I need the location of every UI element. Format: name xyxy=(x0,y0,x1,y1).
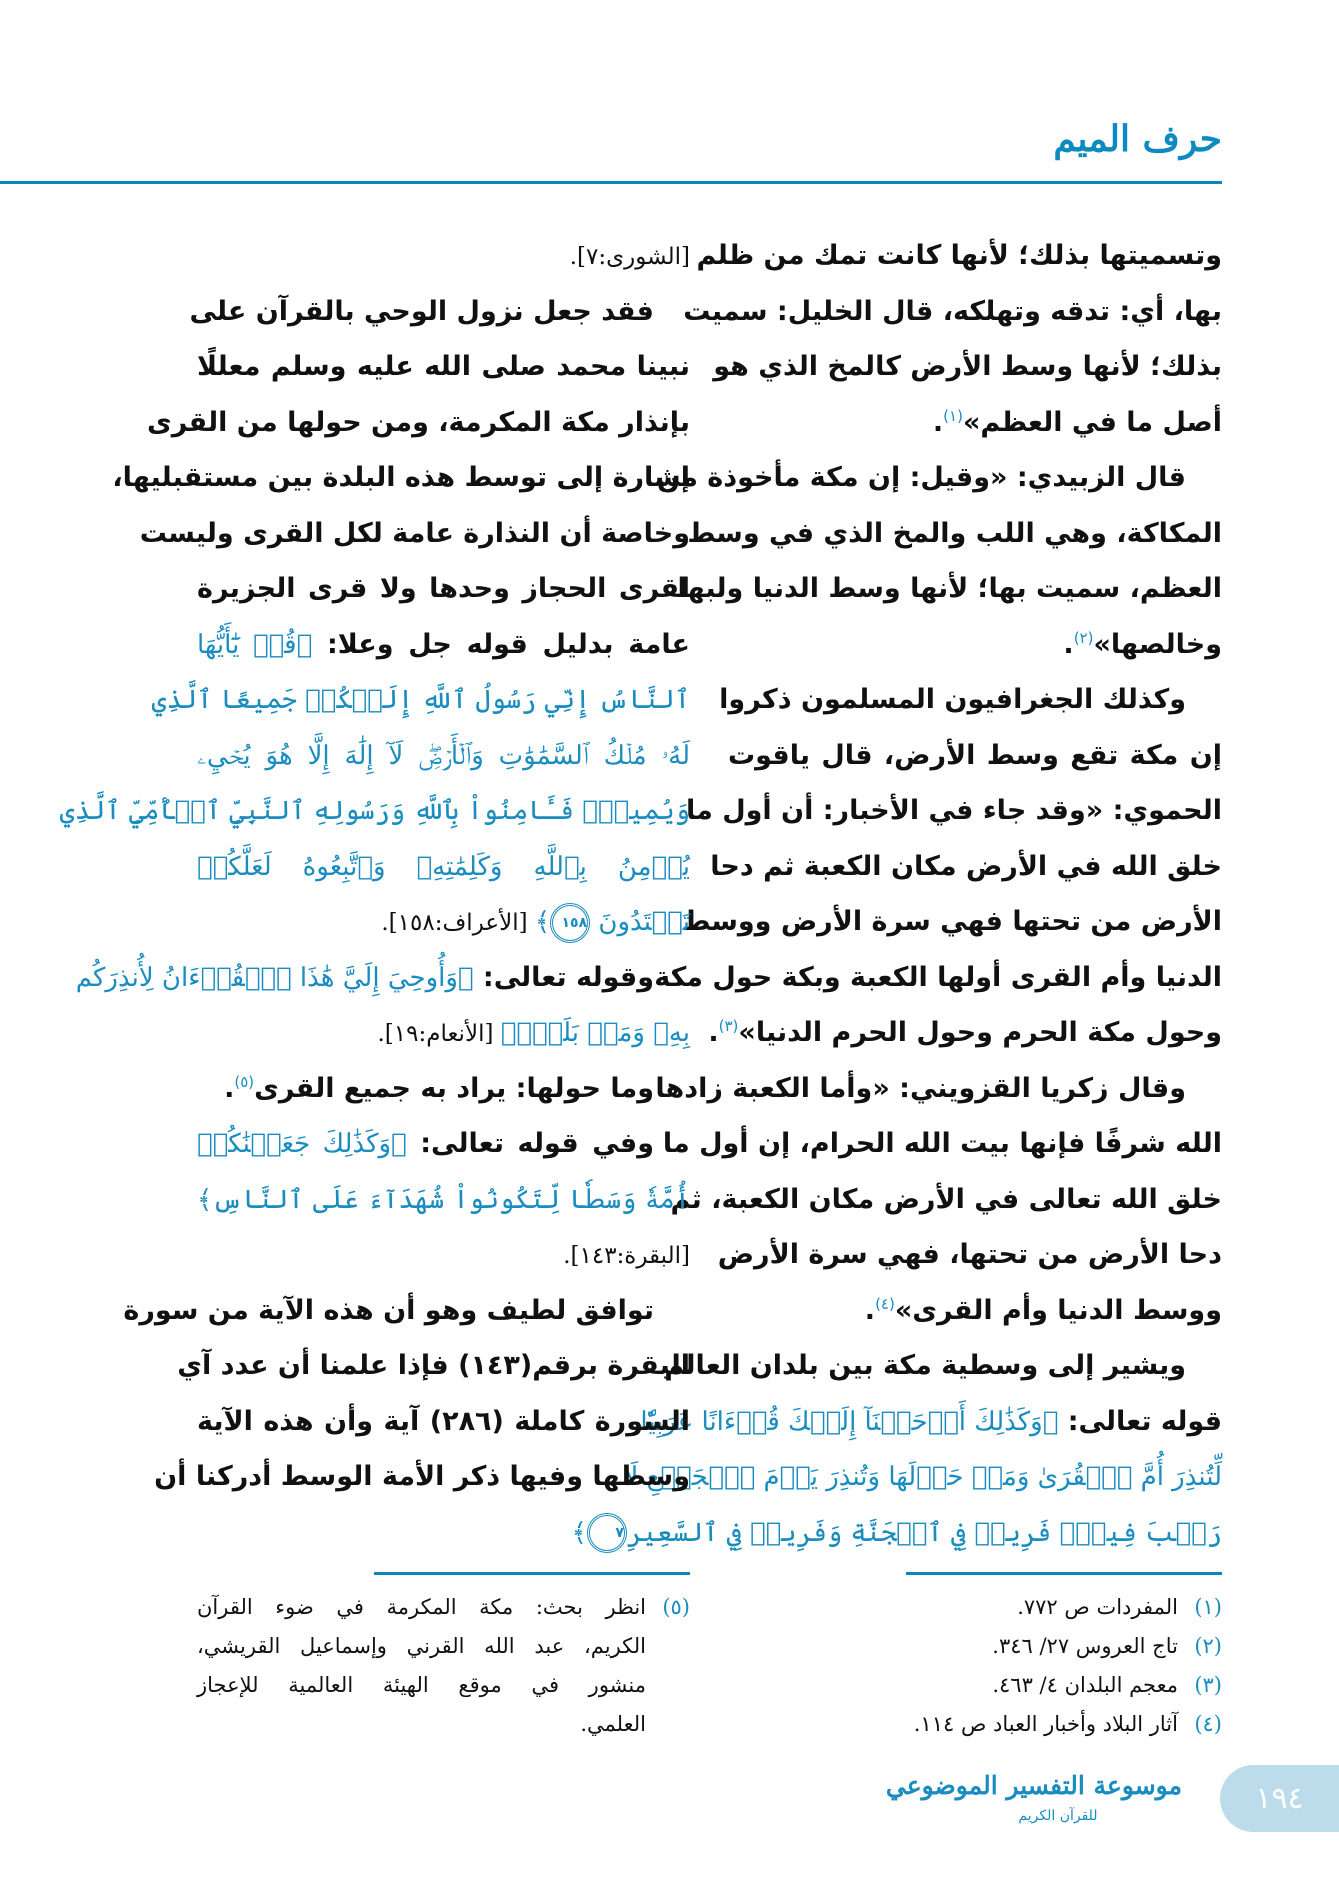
text-line xyxy=(683,284,1222,340)
text-line xyxy=(670,1172,1222,1228)
quran-verse-text: يُؤۡمِنُ بِٱللَّهِ وَكَلِمَٰتِهِۦ وَٱتَّبِعُوهُ لَعَلَّكُمۡ xyxy=(197,851,690,882)
encyclopedia-logo xyxy=(885,1766,1182,1826)
body-text: العظم، سميت بها؛ لأنها وسط الدنيا ولبها xyxy=(677,573,1222,604)
text-line xyxy=(687,506,1222,562)
text-line xyxy=(197,1005,690,1061)
footnote-text: معجم البلدان ٤/ ٤٦٣. xyxy=(992,1673,1178,1697)
text-line xyxy=(662,1116,1222,1172)
quran-verse-text: ﴿وَأُوحِيَ إِلَيَّ هَٰذَا ٱلۡقُرۡءَانُ لِأُنذِرَكُم xyxy=(75,962,474,993)
text-line xyxy=(123,1283,690,1339)
verse-reference: [البقرة:١٤٣]. xyxy=(563,1243,690,1269)
text-line xyxy=(154,1449,690,1505)
footnote-line xyxy=(728,1666,1222,1705)
body-text: . xyxy=(224,1072,235,1104)
quran-verse-text: رَيۡبَ فِيهِۚ فَرِيقٞ فِي ٱلۡجَنَّةِ وَفَرِيقٞ فِي ٱلسَّعِيرِ xyxy=(626,1517,1222,1548)
footnotes-right xyxy=(728,1588,1222,1744)
text-line xyxy=(728,617,1222,673)
body-text: الدنيا وأم القرى أولها الكعبة وبكة حول مكة xyxy=(654,961,1222,993)
footnote-line xyxy=(728,1705,1222,1744)
text-line xyxy=(708,1005,1222,1061)
header-divider xyxy=(0,181,1222,184)
text-line xyxy=(717,1227,1222,1283)
quran-verse-text: ﴿وَكَذَٰلِكَ جَعَلۡنَٰكُمۡ xyxy=(197,1129,407,1159)
text-line xyxy=(696,228,1222,284)
body-text: الحموي: «وقد جاء في الأخبار: أن أول ما xyxy=(685,795,1222,826)
quran-verse-text: بِهِۦ وَمَنۢ بَلَغَۚ﴾ xyxy=(500,1018,690,1048)
text-line xyxy=(713,339,1222,395)
body-text: المكاكة، وهي اللب والمخ الذي في وسط xyxy=(687,517,1222,549)
text-line xyxy=(146,395,690,451)
body-text: . xyxy=(1063,628,1074,660)
footnote-marker: (٣) xyxy=(718,1017,739,1035)
text-line xyxy=(623,1449,1222,1505)
body-text: السورة كاملة (٢٨٦) آية وأن هذه الآية xyxy=(197,1405,690,1437)
verse-reference: [الأنعام:١٩]. xyxy=(377,1021,501,1047)
text-line xyxy=(197,617,690,673)
text-line xyxy=(197,1227,690,1283)
text-line xyxy=(59,783,690,839)
footnote-marker: (١) xyxy=(943,406,963,425)
body-text: خلق الله تعالى في الأرض مكان الكعبة، ثم xyxy=(670,1183,1222,1215)
body-text: قوله تعالى: xyxy=(1058,1405,1222,1437)
body-text: وما حولها: يراد به جميع القرى xyxy=(254,1072,654,1104)
text-line xyxy=(177,1338,690,1394)
body-text: وقال زكريا القزويني: «وأما الكعبة زادها xyxy=(655,1072,1186,1104)
body-text: البقرة برقم(١٤٣) فإذا علمنا أن عدد آي xyxy=(177,1350,690,1381)
body-text: نبينا محمد صلى الله عليه وسلم معللًا xyxy=(197,351,690,382)
text-line xyxy=(664,1338,1222,1394)
text-line xyxy=(197,228,690,284)
footnote-line: الكريم، عبد الله القرني وإسماعيل القريشي، xyxy=(197,1634,646,1658)
logo-subtitle: للقرآن الكريم xyxy=(1018,1808,1098,1824)
footnote-marker: (٢) xyxy=(1073,628,1094,647)
footnote-text: آثار البلاد وأخبار العباد ص ١١٤. xyxy=(913,1712,1178,1736)
text-line xyxy=(151,672,690,728)
text-line xyxy=(728,395,1222,451)
text-line xyxy=(197,728,690,784)
text-line xyxy=(656,450,1222,506)
text-line xyxy=(655,1061,1222,1117)
chapter-title: حرف الميم xyxy=(1053,118,1222,160)
body-text: الله شرفًا فإنها بيت الله الحرام، إن أول ما xyxy=(662,1128,1222,1159)
body-text: إن مكة تقع وسط الأرض، قال ياقوت xyxy=(728,739,1222,771)
body-text: ويشير إلى وسطية مكة بين بلدان العالم xyxy=(664,1350,1186,1381)
body-text: عامة بدليل قوله جل وعلا: xyxy=(312,628,690,660)
body-text: وكذلك الجغرافيون المسلمون ذكروا xyxy=(719,684,1186,715)
body-text: وتسميتها بذلك؛ لأنها كانت تمك من ظلم xyxy=(696,240,1222,271)
verse-reference: [الأعراف:١٥٨]. xyxy=(381,910,535,936)
footnote-number: (٢) xyxy=(1194,1634,1222,1658)
text-line xyxy=(719,672,1222,728)
footnote-line xyxy=(728,1627,1222,1666)
text-line xyxy=(197,561,690,617)
quran-verse-text: لِّتُنذِرَ أُمَّ ٱلۡقُرَىٰ وَمَنۡ حَوۡلَهَا وَتُنذِرَ يَوۡمَ ٱلۡجَمۡعِ لَا xyxy=(623,1462,1222,1492)
quran-verse-text: ﴿قُلۡ يَٰٓأَيُّهَا xyxy=(197,629,313,660)
footnote-marker: (٤) xyxy=(875,1294,895,1313)
footnote-line: منشور في موقع الهيئة العالمية للإعجاز xyxy=(197,1673,646,1697)
body-text: دحا الأرض من تحتها، فهي سرة الأرض xyxy=(717,1239,1222,1270)
quran-verse-text: تَهۡتَدُونَ xyxy=(590,907,690,937)
ayah-number-marker: ٧ xyxy=(587,1513,627,1553)
body-text: بإنذار مكة المكرمة، ومن حولها من القرى xyxy=(146,406,690,438)
body-text: بها، أي: تدقه وتهلكه، قال الخليل: سميت xyxy=(683,295,1222,327)
text-line xyxy=(682,894,1222,950)
body-text: وحول مكة الحرم وحول الحرم الدنيا» xyxy=(738,1017,1222,1048)
verse-reference: [الشورى:٧]. xyxy=(569,244,690,270)
body-text: وسطها وفيها ذكر الأمة الوسط أدركنا أن xyxy=(154,1461,690,1492)
body-text: توافق لطيف وهو أن هذه الآية من سورة xyxy=(123,1294,654,1326)
text-line xyxy=(197,339,690,395)
footnote-number: (١) xyxy=(1194,1595,1222,1619)
logo-title: موسوعة التفسير الموضوعي xyxy=(885,1771,1182,1800)
quran-verse-text: ٱلنَّاسُ إِنِّي رَسُولُ ٱللَّهِ إِلَيۡكُمۡ جَمِيعًا ٱلَّذِي xyxy=(151,685,690,715)
footnote-line: العلمي. xyxy=(580,1712,646,1736)
text-line xyxy=(189,284,690,340)
body-text: فقد جعل نزول الوحي بالقرآن على xyxy=(189,295,654,327)
footnote-text: انظر بحث: مكة المكرمة في ضوء القرآن xyxy=(197,1595,646,1619)
body-text: وخاصة أن النذارة عامة لكل القرى وليست xyxy=(139,517,690,549)
text-line xyxy=(197,1172,690,1228)
text-line xyxy=(685,783,1222,839)
text-line xyxy=(677,561,1222,617)
footnotes-left xyxy=(197,1588,690,1744)
footnote-number: (٤) xyxy=(1194,1712,1222,1736)
body-text: قال الزبيدي: «وقيل: إن مكة مأخوذة من xyxy=(656,462,1186,493)
text-line xyxy=(197,1394,690,1450)
text-line xyxy=(654,950,1222,1006)
left-text-column xyxy=(59,228,690,1505)
quran-verse-text: لَهُۥ مُلۡكُ ٱلسَّمَٰوَٰتِ وَٱلۡأَرۡضِۖ لَآ إِلَٰهَ إِلَّا هُوَ يُحۡيِۦ xyxy=(197,740,690,771)
footnote-line xyxy=(728,1588,1222,1627)
footnote-divider-right xyxy=(906,1572,1222,1575)
body-text: بذلك؛ لأنها وسط الأرض كالمخ الذي هو xyxy=(713,351,1222,382)
body-text: ووسط الدنيا وأم القرى» xyxy=(894,1294,1222,1326)
footnote-marker: (٥) xyxy=(234,1072,255,1091)
footnote-number: (٣) xyxy=(1194,1673,1222,1697)
body-text: . xyxy=(932,406,944,438)
text-line xyxy=(197,894,690,950)
text-line xyxy=(640,1394,1222,1450)
body-text: لقرى الحجاز وحدها ولا قرى الجزيرة xyxy=(197,573,690,604)
text-line xyxy=(728,728,1222,784)
footnote-line xyxy=(197,1588,690,1627)
footnote-text: المفردات ص ٧٧٢. xyxy=(1017,1595,1178,1619)
body-text: وقوله تعالى: xyxy=(473,961,654,993)
quran-verse-text: أُمَّةٗ وَسَطٗا لِّتَكُونُواْ شُهَدَآءَ عَلَى ٱلنَّاسِ﴾ xyxy=(197,1184,690,1215)
footnote-number: (٥) xyxy=(662,1595,690,1619)
text-line xyxy=(710,839,1222,895)
body-text: إشارة إلى توسط هذه البلدة بين مستقبليها، xyxy=(112,462,690,493)
text-line xyxy=(571,1505,1222,1561)
footnote-divider-left xyxy=(374,1572,690,1575)
quran-verse-text: ﴿وَكَذَٰلِكَ أَوۡحَيۡنَآ إِلَيۡكَ قُرۡءَانًا عَرَبِيّٗا xyxy=(640,1406,1059,1437)
text-line xyxy=(197,1116,690,1172)
body-text: خلق الله في الأرض مكان الكعبة ثم دحا xyxy=(710,850,1222,882)
body-text: وخالصها» xyxy=(1093,628,1222,660)
body-text: وفي قوله تعالى: xyxy=(406,1128,654,1159)
quran-verse-text: وَيُمِيتُۖ فَـَٔامِنُواْ بِٱللَّهِ وَرَسُولِهِ ٱلنَّبِيِّ ٱلۡأُمِّيِّ ٱلَّذِي xyxy=(59,796,690,826)
text-line xyxy=(197,839,690,895)
text-line xyxy=(139,506,690,562)
body-text: أصل ما في العظم» xyxy=(962,406,1222,438)
text-line xyxy=(728,1283,1222,1339)
ayah-number-marker: ١٥٨ xyxy=(550,903,590,943)
text-line xyxy=(112,450,690,506)
body-text: . xyxy=(864,1294,876,1326)
body-text: . xyxy=(708,1017,719,1048)
footnote-text: تاج العروس ٢٧/ ٣٤٦. xyxy=(992,1634,1178,1658)
quran-verse-text: ﴾ xyxy=(534,907,551,937)
text-line xyxy=(75,950,690,1006)
text-line xyxy=(197,1061,690,1117)
body-text: الأرض من تحتها فهي سرة الأرض ووسط xyxy=(682,906,1222,937)
page-number: ١٩٤ xyxy=(1220,1765,1339,1832)
quran-verse-text: ﴾ xyxy=(571,1517,587,1548)
